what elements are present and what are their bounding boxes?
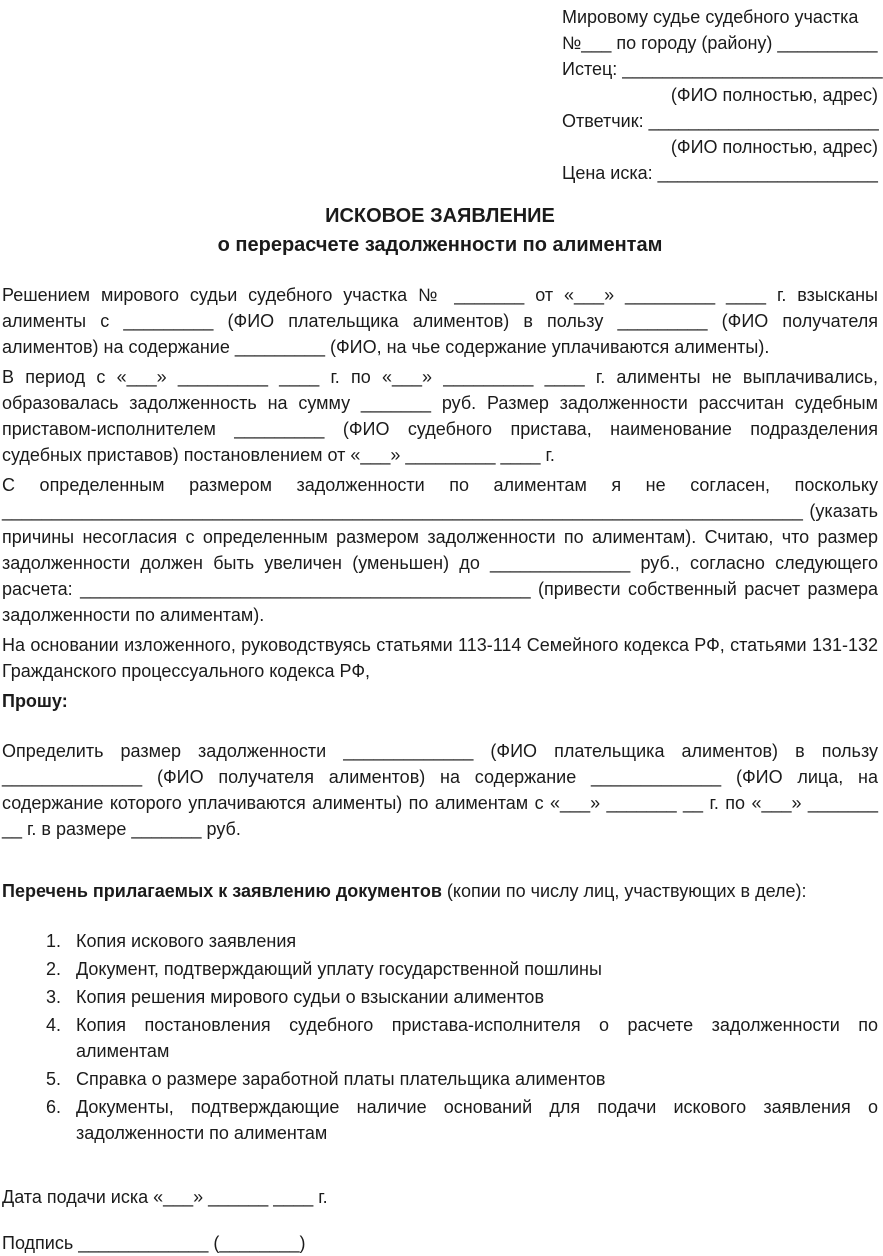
document-title bbox=[2, 202, 878, 260]
attachment-item-4: 4. Копия постановления судебного пристава-исполнителя о расчете задолженности по алиментам bbox=[66, 1012, 878, 1064]
attachments-heading-bold: Перечень прилагаемых к заявлению документов bbox=[2, 881, 442, 901]
court-header-line-2: №___ по городу (району) __________ bbox=[562, 33, 878, 53]
signature-line: Подпись _____________ (________) bbox=[2, 1233, 306, 1253]
title-line-1: ИСКОВОЕ ЗАЯВЛЕНИЕ bbox=[325, 205, 555, 227]
attachment-item-2: 2. Документ, подтверждающий уплату государственной пошлины bbox=[66, 956, 878, 982]
request-label: Прошу: bbox=[2, 691, 68, 711]
court-header-block bbox=[562, 4, 883, 186]
paragraph-debt-period: В период с «___» _________ ____ г. по «___» _________ ____ г. алименты не выплачивались, образовалась задолженность на сумму _______ руб. Размер задолженности рассчитан судебным приставом-исполнителем _________ (ФИО судебного пристава, наименование подразделения судебных приставов) постановлением от «___» _________ ____ г. bbox=[2, 367, 878, 465]
filing-date-line: Дата подачи иска «___» ______ ____ г. bbox=[2, 1187, 328, 1207]
attachment-item-6: 6. Документы, подтверждающие наличие оснований для подачи искового заявления о задолженности по алиментам bbox=[66, 1094, 878, 1146]
paragraph-court-decision: Решением мирового судьи судебного участка № _______ от «___» _________ ____ г. взысканы алименты с _________ (ФИО плательщика алиментов) в пользу _________ (ФИО получателя алиментов) на содержание _________ (ФИО, на чье содержание уплачиваются алименты). bbox=[2, 285, 878, 357]
title-line-2: о перерасчете задолженности по алиментам bbox=[217, 234, 663, 256]
claim-price-line: Цена иска: ______________________ bbox=[562, 163, 878, 183]
attachment-item-5: 5. Справка о размере заработной платы плательщика алиментов bbox=[66, 1066, 878, 1092]
attachments-heading bbox=[2, 878, 878, 904]
paragraph-request: Определить размер задолженности _____________ (ФИО плательщика алиментов) в пользу ______________ (ФИО получателя алиментов) на содержание _____________ (ФИО лица, на содержание которого уплачиваются алименты) по алиментам с «___» _______ __ г. по «___» _______ __ г. в размере _______ руб. bbox=[2, 741, 878, 839]
paragraph-disagreement: С определенным размером задолженности по алиментам я не согласен, поскольку ________________________________________________________________________________ (указать причины несогласия с определенным размером задолженности по алиментам). Считаю, что размер задолженности должен быть увеличен (уменьшен) до ______________ руб., согласно следующего расчета: _____________________________________________ (привести собственный расчет размера задолженности по алиментам). bbox=[2, 475, 878, 625]
defendant-line: Ответчик: _______________________ bbox=[562, 111, 879, 131]
attachment-item-1: 1. Копия искового заявления bbox=[66, 928, 878, 954]
plaintiff-hint: (ФИО полностью, адрес) bbox=[670, 85, 878, 105]
paragraph-legal-basis: На основании изложенного, руководствуясь статьями 113-114 Семейного кодекса РФ, статьями 131-132 Гражданского процессуального кодекса РФ, bbox=[2, 635, 878, 681]
court-header-line-1: Мировому судье судебного участка bbox=[562, 7, 859, 27]
plaintiff-line: Истец: __________________________ bbox=[562, 59, 883, 79]
defendant-hint: (ФИО полностью, адрес) bbox=[670, 137, 878, 157]
attachments-list bbox=[2, 928, 878, 1146]
attachment-item-3: 3. Копия решения мирового судьи о взыскании алиментов bbox=[66, 984, 878, 1010]
attachments-heading-note: (копии по числу лиц, участвующих в деле): bbox=[441, 881, 807, 901]
